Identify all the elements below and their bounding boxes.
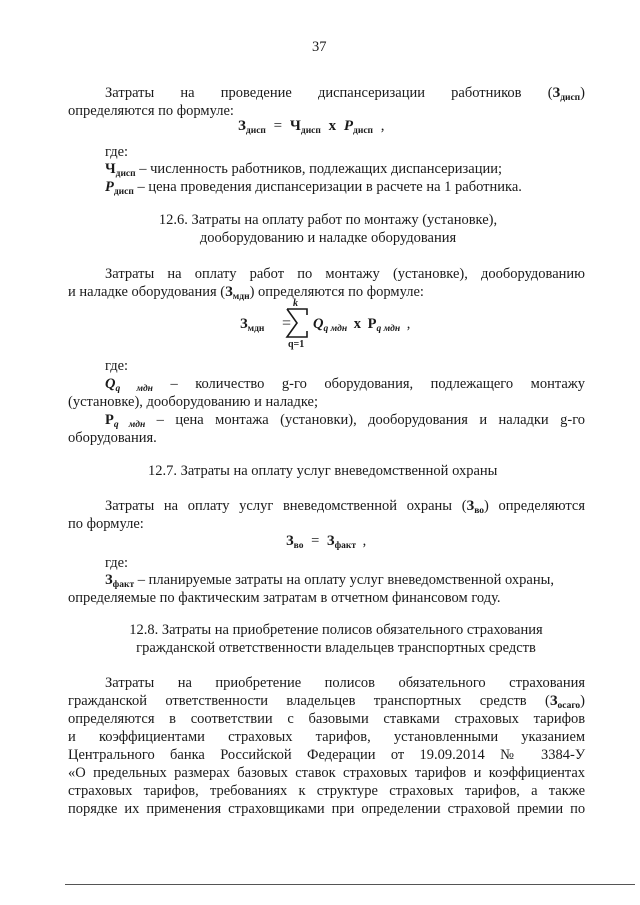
variable-z-vo: $(З_{во})$ — [461, 498, 489, 516]
formula-2-lhs: $З_{мдн}$ — [240, 316, 265, 334]
summation-sigma-icon — [285, 308, 309, 338]
definition-2: $P_{дисп}$ – цена проведения диспансеризации в расчете на 1 работника. — [105, 179, 522, 197]
definition-4-line-2: оборудования. — [68, 430, 157, 446]
paragraph-2-line-2: и наладке оборудования $(З_{мдн})$ определяются по формуле: — [68, 284, 424, 302]
definition-3-line-1: $Q_{q мдн}$ – количество g-го оборудования, подлежащего монтажу — [105, 376, 586, 394]
paragraph-2-line-1: Затраты на оплату работ по монтажу (установке), дооборудованию — [105, 266, 586, 282]
paragraph-4-line-5: Центрального банка Российской Федерации от 19.09.2014 № 3384-У — [68, 747, 586, 763]
definition-1: $Ч_{дисп}$ – численность работников, подлежащих диспансеризации; — [105, 161, 503, 179]
definition-4-line-1: $P_{q мдн}$ – цена монтажа (установки), дооборудования и наладки g-го — [105, 412, 586, 430]
word: диспансеризации — [317, 85, 425, 101]
page-number: 37 — [312, 39, 327, 55]
where-label-2: где: — [105, 358, 129, 374]
word: работников — [451, 85, 522, 101]
heading-12-8-line-2: гражданской ответственности владельцев транспортных средств — [136, 640, 536, 656]
paragraph-4-line-1: Затраты на приобретение полисов обязательного страхования — [105, 675, 586, 691]
paragraph-3-line-1: Затраты на оплату услуг вневедомственной охраны $(З_{во})$ определяются — [105, 498, 586, 516]
paragraph-4-line-3: определяются в соответствии с базовыми ставками страховых тарифов — [68, 711, 586, 727]
word: на — [180, 85, 195, 101]
formula-2 — [240, 300, 440, 356]
paragraph-4-line-6: «О предельных размерах базовых ставок страховых тарифов и коэффициентах — [68, 765, 586, 781]
formula-1: $З_{дисп} = Ч_{дисп}$ x $P_{дисп}$ , — [238, 118, 385, 136]
paragraph-4-line-2: гражданской ответственности владельцев транспортных средств $(З_{осаго})$ — [68, 693, 585, 711]
heading-12-8-line-1: 12.8. Затраты на приобретение полисов обязательного страхования — [129, 622, 543, 638]
footer-rule — [65, 884, 635, 885]
formula-3: $З_{во} = З_{факт}$ , — [286, 533, 367, 551]
where-label-3: где: — [105, 555, 129, 571]
variable-z-osago: $(З_{осаго})$ — [544, 693, 585, 711]
where-label-1: где: — [105, 144, 129, 160]
formula-2-eq: = — [282, 315, 292, 332]
formula-2-rhs: $Q_{q мдн}$ x $P_{q мдн}$ , — [313, 316, 411, 334]
paragraph-4-line-7: страховых тарифов, требованиях к структуре страховых тарифов, а также — [68, 783, 586, 799]
heading-12-6-line-2: дооборудованию и наладке оборудования — [199, 230, 457, 246]
heading-12-7: 12.7. Затраты на оплату услуг вневедомственной охраны — [148, 463, 498, 479]
heading-12-6-line-1: 12.6. Затраты на оплату работ по монтажу (установке), — [158, 212, 498, 228]
definition-5-line-2: определяемые по фактическим затратам в отчетном финансовом году. — [68, 590, 501, 606]
word: проведение — [220, 85, 292, 101]
sum-upper-limit: k — [293, 298, 298, 309]
paragraph-1-line-2: определяются по формуле: — [68, 103, 234, 119]
paragraph-4-line-8: порядке их применения страховщиками при определении страховой премии по — [68, 801, 586, 817]
definition-3-line-2: (установке), дооборудованию и наладке; — [68, 394, 319, 410]
variable-z-disp: $(З_{дисп})$ — [547, 85, 586, 103]
paragraph-4-line-4: и коэффициентами страховых тарифов, установленными указанием — [68, 729, 586, 745]
word: Затраты — [105, 85, 155, 101]
definition-5-line-1: $З_{факт}$ – планируемые затраты на оплату услуг вневедомственной охраны, — [105, 572, 554, 590]
paragraph-3-line-2: по формуле: — [68, 516, 144, 532]
sum-lower-limit: q=1 — [288, 339, 305, 350]
